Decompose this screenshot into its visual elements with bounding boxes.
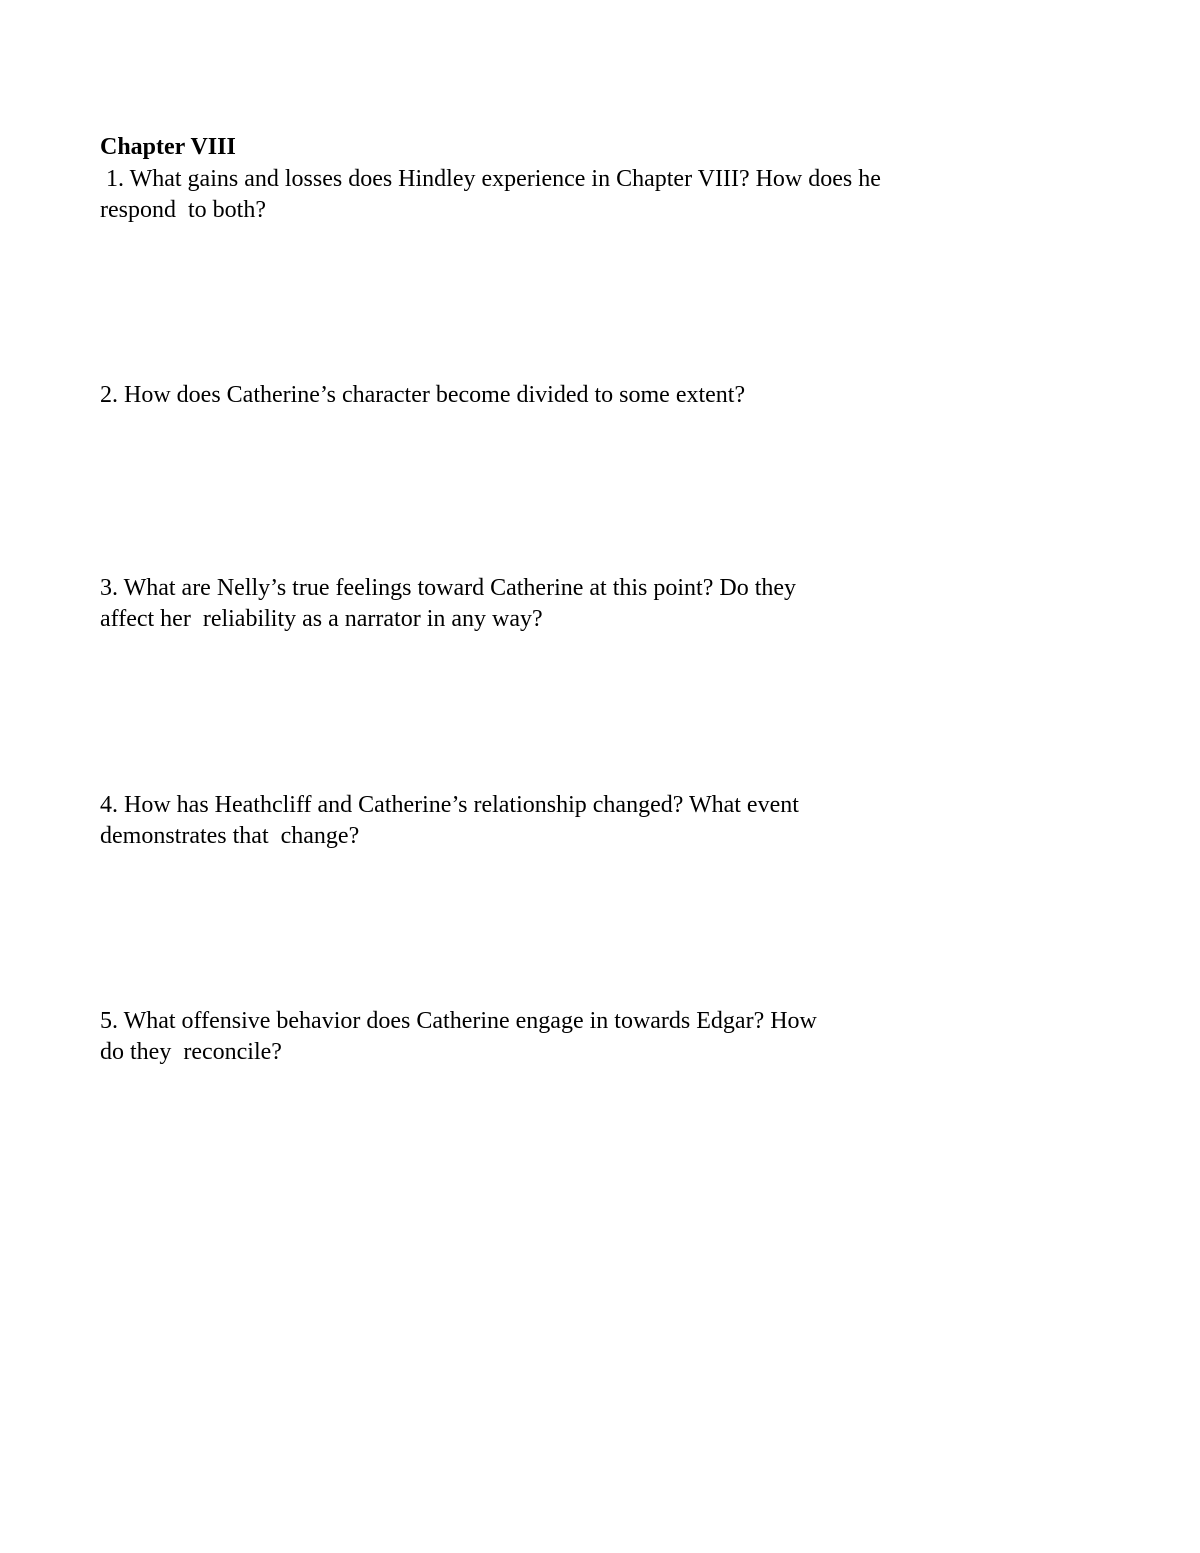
question-2 (100, 380, 745, 411)
question-1 (100, 164, 881, 226)
question-3-line-2: affect her reliability as a narrator in any way? (100, 606, 543, 632)
question-1-line-1: 1. What gains and losses does Hindley experience in Chapter VIII? How does he (100, 166, 881, 192)
question-3-line-1: 3. What are Nelly’s true feelings toward Catherine at this point? Do they (100, 575, 797, 601)
question-5-line-2: do they reconcile? (100, 1039, 282, 1065)
question-4 (100, 790, 799, 852)
question-4-line-1: 4. How has Heathcliff and Catherine’s relationship changed? What event (100, 792, 799, 818)
chapter-title: Chapter VIII (100, 134, 236, 160)
question-5 (100, 1006, 817, 1068)
question-4-line-2: demonstrates that change? (100, 823, 360, 849)
question-3 (100, 573, 796, 635)
question-5-line-1: 5. What offensive behavior does Catherine engage in towards Edgar? How (100, 1008, 817, 1034)
question-2-line-1: 2. How does Catherine’s character become divided to some extent? (100, 382, 746, 408)
question-1-line-2: respond to both? (100, 197, 266, 223)
